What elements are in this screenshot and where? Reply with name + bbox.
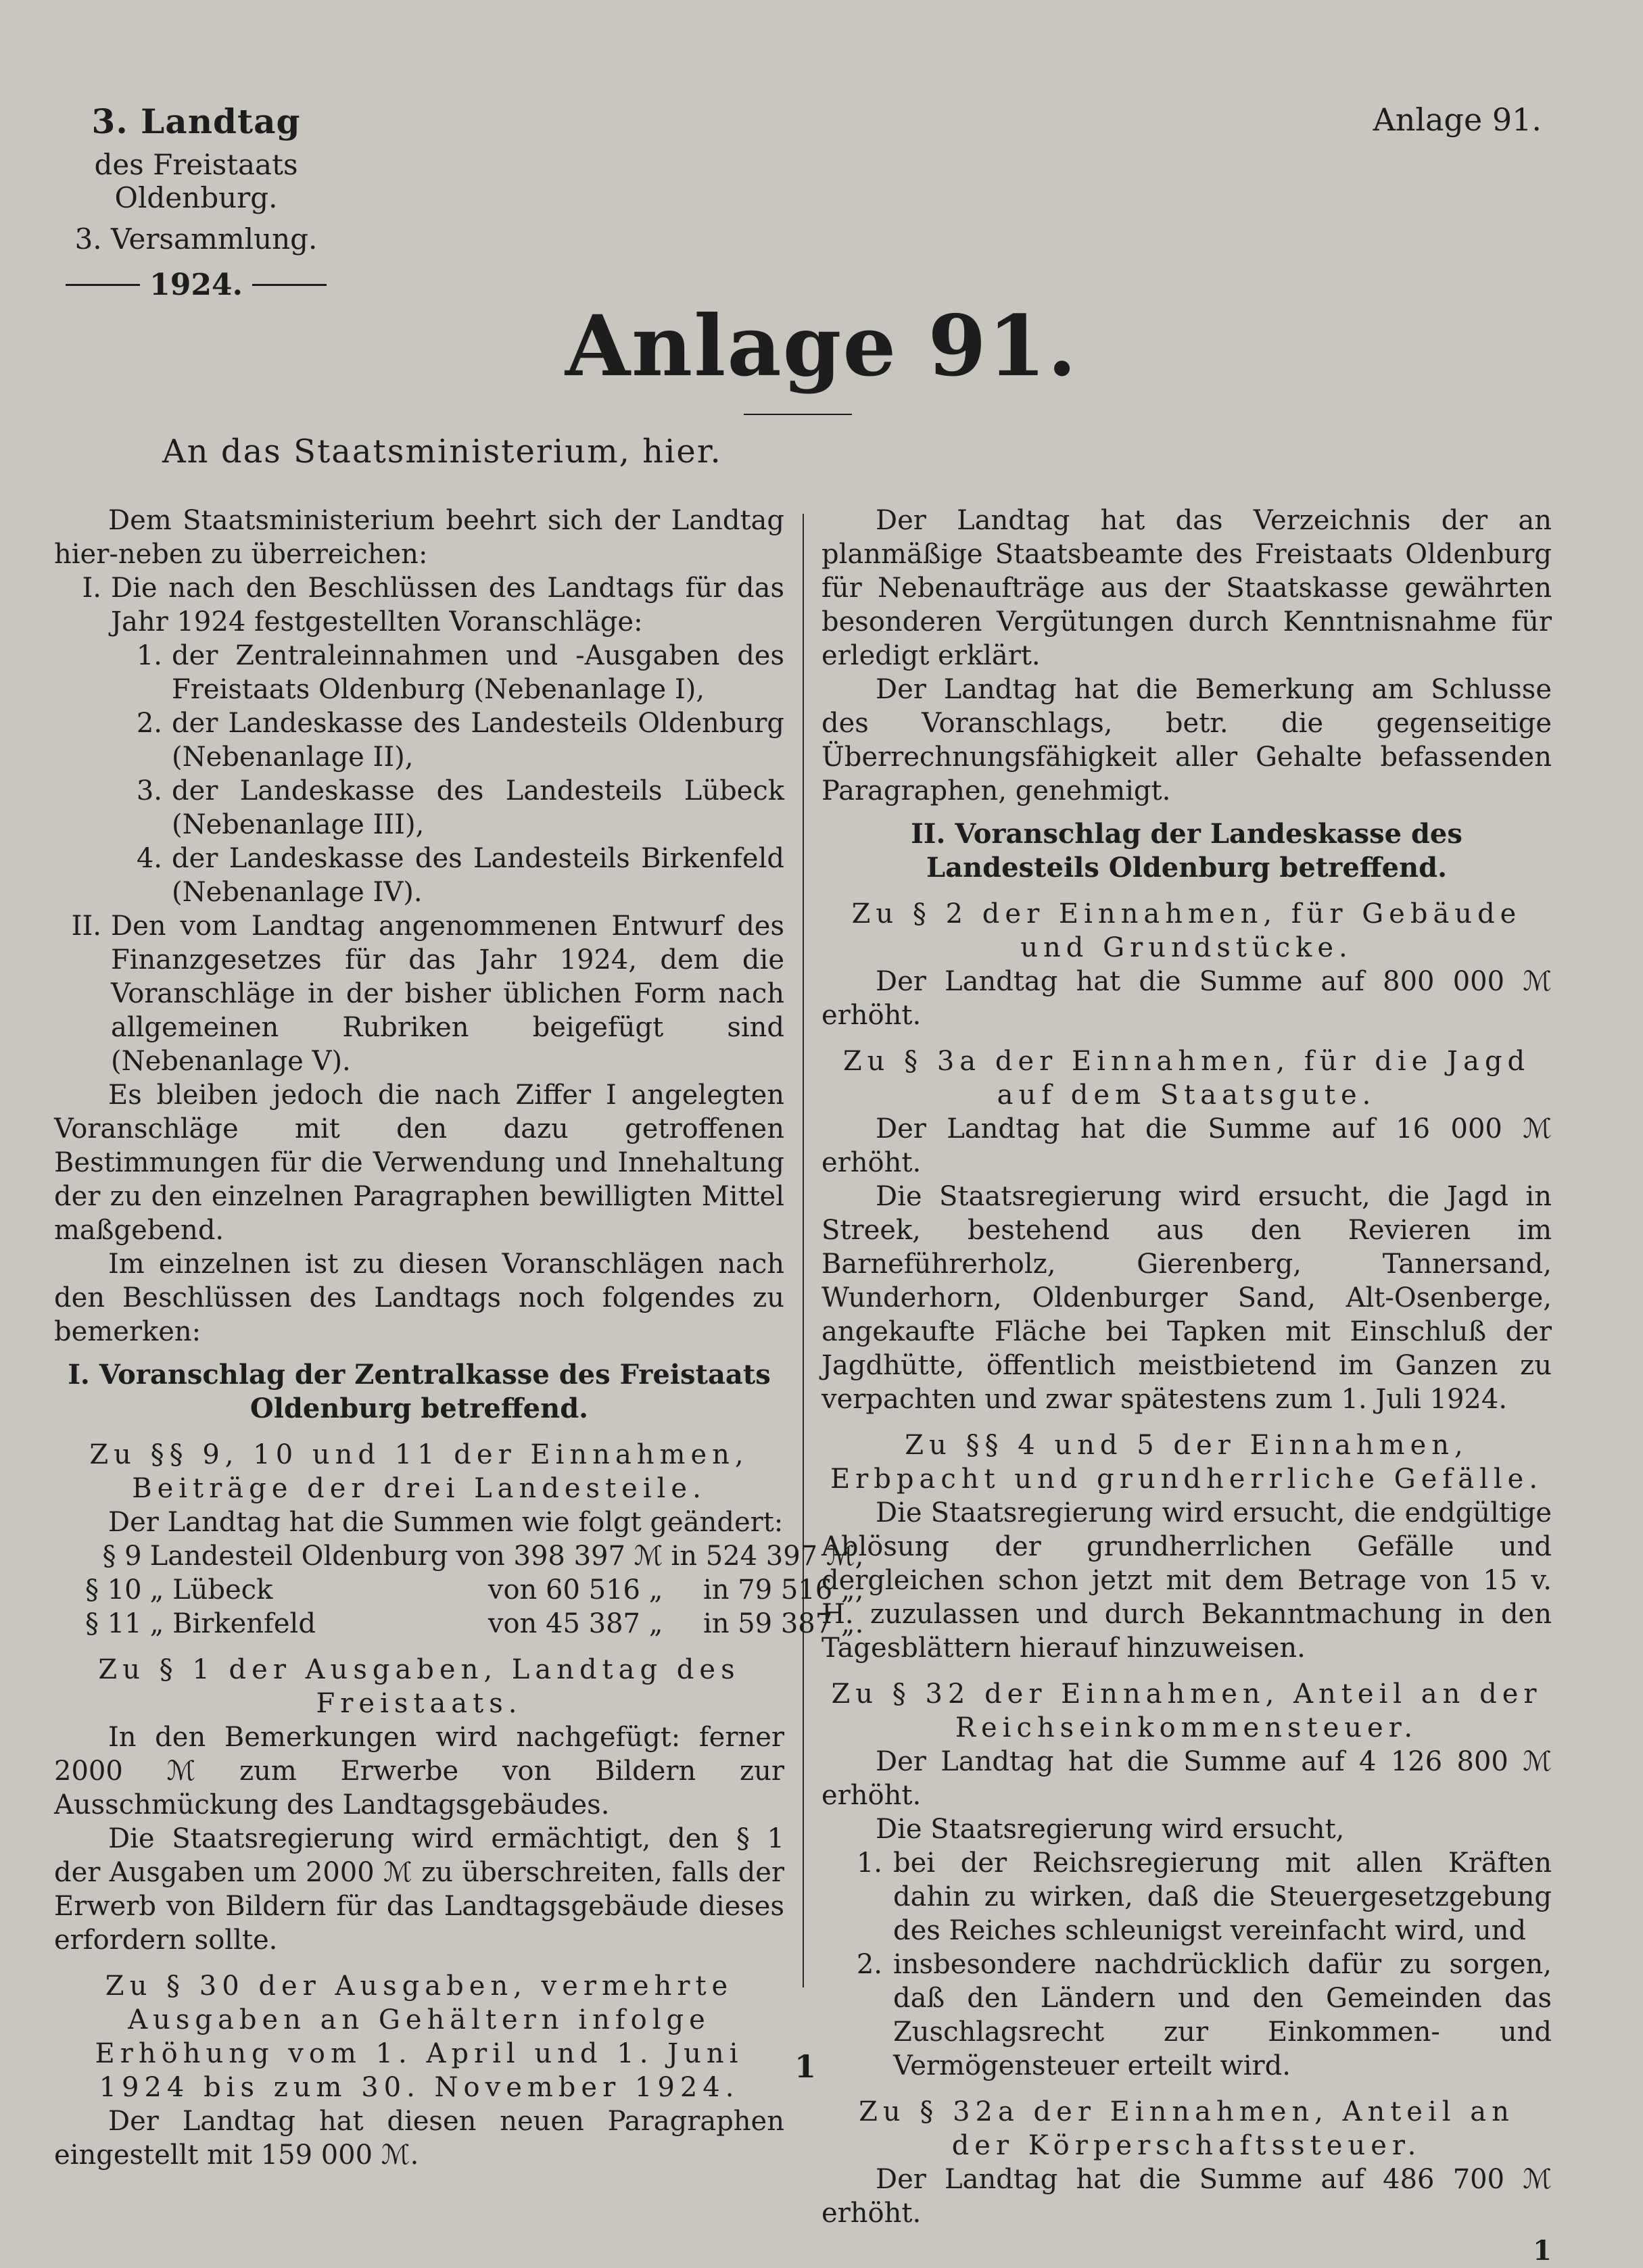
year-rule-right: [252, 284, 327, 286]
paragraph: Es bleiben jedoch die nach Ziffer I angelegten Voranschläge mit den dazu getroffenen Bestimmungen für die Verwendung und Innehaltung der zu den einzelnen Paragraphen bewilligten Mittel maßgebend.: [54, 1080, 784, 1246]
table-cell: von 60 516 „: [487, 1574, 663, 1606]
list-number: 2.: [136, 708, 162, 739]
column-divider: [803, 514, 804, 1987]
list-text: bei der Reichsregierung mit allen Kräften dahin zu wirken, daß die Steuergesetzgebung des Reiches schleunigst vereinfacht wird, und: [893, 1848, 1552, 1946]
state-label: des Freistaats Oldenburg.: [94, 148, 298, 214]
paragraph: Die Staatsregierung wird ersucht, die Jagd in Streek, bestehend aus den Revieren im Barneführerholz, Gierenberg, Tannersand, Wunderhorn, Oldenburger Sand, Alt-Osenberge, angekaufte Fläche bei Tapken mit Einschluß der Jagdhütte, öffentlich meistbietend im Ganzen zu verpachten und zwar spätestens zum 1. Juli 1924.: [822, 1181, 1552, 1415]
paragraph: Der Landtag hat das Verzeichnis der an planmäßige Staatsbeamte des Freistaats Oldenburg für Nebenaufträge aus der Staatskasse gewährten besonderen Vergütungen durch Kenntnisnahme für erledigt erklärt.: [822, 505, 1552, 671]
paragraph: Der Landtag hat die Summe auf 16 000 ℳ erhöht.: [822, 1113, 1552, 1178]
table-cell: § 11: [85, 1608, 142, 1639]
list-text: der Landeskasse des Landesteils Birkenfeld (Nebenanlage IV).: [172, 843, 784, 908]
address-line: An das Staatsministerium, hier.: [162, 433, 722, 471]
table-row: [81, 1573, 867, 1607]
table-cell: § 9: [102, 1541, 142, 1572]
paragraph: Der Landtag hat die Summe auf 800 000 ℳ erhöht.: [822, 966, 1552, 1031]
table-cell: „ Lübeck: [149, 1574, 273, 1606]
header-left-block: [41, 101, 352, 302]
subsection-heading: Zu § 32a der Einnahmen, Anteil an der Körperschaftssteuer.: [859, 2096, 1515, 2161]
sums-table: [81, 1539, 867, 1641]
page-title: Anlage 91.: [565, 297, 1078, 395]
list-item: [115, 842, 784, 909]
table-row: [81, 1539, 867, 1573]
annex-reference: Anlage 91.: [1373, 101, 1542, 138]
section-heading: II. Voranschlag der Landeskasse des Landesteils Oldenburg betreffend.: [911, 818, 1462, 884]
subsection-heading: Zu § 32 der Einnahmen, Anteil an der Reichseinkommensteuer.: [831, 1679, 1542, 1743]
table-cell: § 10: [85, 1574, 142, 1606]
list-text: insbesondere nachdrücklich dafür zu sorgen, daß den Ländern und den Gemeinden das Zuschlagsrecht zur Einkommen- und Vermögensteuer erteilt wird.: [893, 1949, 1552, 2081]
paragraph: Die Staatsregierung wird ersucht, die endgültige Ablösung der grundherrlichen Gefälle und dergleichen schon jetzt mit dem Betrage von 15 v. H. zuzulassen und durch Bekanntmachung in den Tagesblättern hierauf hinzuweisen.: [822, 1497, 1552, 1664]
list-number: 2.: [856, 1949, 882, 1980]
list-item: [115, 706, 784, 774]
subsection-heading: Zu § 2 der Einnahmen, für Gebäude und Grundstücke.: [851, 898, 1522, 963]
list-item: [822, 1846, 1552, 1948]
assembly-label: 3. Versammlung.: [74, 222, 318, 256]
list-number: 4.: [136, 843, 162, 874]
subsection-heading: Zu § 1 der Ausgaben, Landtag des Freistaats.: [98, 1654, 740, 1719]
table-cell: in 79 516 „,: [703, 1574, 864, 1606]
paragraph: Der Landtag hat die Summe auf 486 700 ℳ erhöht.: [822, 2164, 1552, 2229]
year-rule-left: [66, 284, 140, 286]
table-cell: von 398 397 ℳ: [456, 1541, 663, 1572]
section-heading: I. Voranschlag der Zentralkasse des Freistaats Oldenburg betreffend.: [68, 1359, 771, 1424]
list-text: der Zentraleinnahmen und -Ausgaben des Freistaats Oldenburg (Nebenanlage I),: [172, 640, 784, 705]
paragraph: Der Landtag hat diesen neuen Paragraphen eingestellt mit 159 000 ℳ.: [54, 2106, 784, 2171]
list-number: II.: [71, 911, 101, 942]
list-text: Die nach den Beschlüssen des Landtags für das Jahr 1924 festgestellten Voranschläge:: [111, 573, 784, 637]
paragraph: In den Bemerkungen wird nachgefügt: ferner 2000 ℳ zum Erwerbe von Bildern zur Ausschmückung des Landtagsgebäudes.: [54, 1722, 784, 1820]
table-cell: „ Birkenfeld: [149, 1608, 316, 1639]
list-item: [115, 639, 784, 706]
paragraph: Der Landtag hat die Summe auf 4 126 800 ℳ erhöht.: [822, 1746, 1552, 1811]
left-column: [54, 504, 864, 2172]
list-number: 1.: [856, 1848, 882, 1879]
list-text: der Landeskasse des Landesteils Lübeck (Nebenanlage III),: [172, 775, 784, 840]
year-label: 1924.: [149, 268, 243, 302]
subsection-heading: Zu §§ 4 und 5 der Einnahmen, Erbpacht und grundherrliche Gefälle.: [830, 1430, 1544, 1495]
list-number: 1.: [136, 640, 162, 671]
subsection-heading: Zu § 30 der Ausgaben, vermehrte Ausgaben an Gehältern infolge Erhöhung vom 1. April und 1. Juni 1924 bis zum 30. November 1924.: [95, 1971, 744, 2103]
paragraph: Der Landtag hat die Summen wie folgt geändert:: [108, 1507, 784, 1538]
table-cell: in 524 397 ℳ,: [671, 1541, 864, 1572]
table-cell: in 59 387 „.: [703, 1608, 864, 1639]
list-number: 3.: [136, 775, 162, 806]
title-divider: [744, 414, 852, 415]
paragraph: Die Staatsregierung wird ermächtigt, den § 1 der Ausgaben um 2000 ℳ zu überschreiten, falls der Erwerb von Bildern für das Landtagsgebäude dieses erfordern sollte.: [54, 1823, 784, 1956]
list-item: [115, 774, 784, 842]
subsection-heading: Zu § 3a der Einnahmen, für die Jagd auf dem Staatsgute.: [842, 1046, 1531, 1111]
table-cell: von 45 387 „: [487, 1608, 663, 1639]
page-number: 1: [794, 2048, 817, 2085]
signature-mark: 1: [1533, 2235, 1552, 2267]
subsection-heading: Zu §§ 9, 10 und 11 der Einnahmen, Beiträge der drei Landesteile.: [89, 1439, 749, 1504]
list-item: [822, 1948, 1552, 2083]
list-item: [54, 571, 784, 639]
paragraph: Die Staatsregierung wird ersucht,: [876, 1814, 1345, 1845]
paragraph: Im einzelnen ist zu diesen Voranschlägen nach den Beschlüssen des Landtags noch folgendes zu bemerken:: [54, 1249, 784, 1347]
list-text: Den vom Landtag angenommenen Entwurf des Finanzgesetzes für das Jahr 1924, dem die Voranschläge in der bisher üblichen Form nach allgemeinen Rubriken beigefügt sind (Nebenanlage V).: [111, 911, 784, 1077]
paragraph: Der Landtag hat die Bemerkung am Schlusse des Voranschlags, betr. die gegenseitige Überrechnungsfähigkeit aller Gehalte befassenden Paragraphen, genehmigt.: [822, 674, 1552, 806]
intro-paragraph: Dem Staatsministerium beehrt sich der Landtag hier-neben zu überreichen:: [54, 505, 784, 570]
list-number: I.: [82, 573, 101, 604]
landtag-label: 3. Landtag: [91, 101, 301, 141]
table-row: [81, 1607, 867, 1641]
list-item: [54, 909, 784, 1078]
table-cell: Landesteil Oldenburg: [149, 1541, 448, 1572]
list-text: der Landeskasse des Landesteils Oldenburg (Nebenanlage II),: [172, 708, 784, 773]
right-column: [822, 504, 1552, 2268]
